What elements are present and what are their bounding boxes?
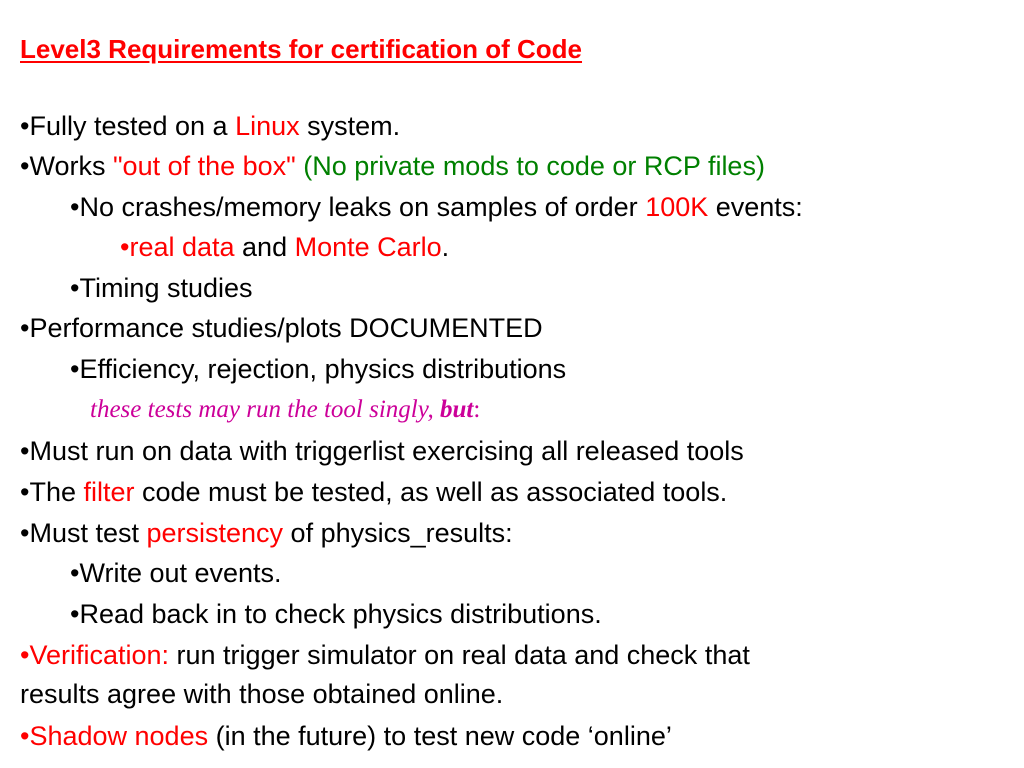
bullet-marker: • xyxy=(20,436,30,466)
bullet-shadow-nodes xyxy=(20,719,672,753)
bullet-text: Write out events. xyxy=(79,558,282,588)
bullet-real-data-monte-carlo xyxy=(120,230,449,264)
highlight-real-data: real data xyxy=(129,232,235,262)
bullet-marker: • xyxy=(20,721,30,751)
bullet-text: of physics_results: xyxy=(283,518,513,548)
bullet-text: Performance studies/plots DOCUMENTED xyxy=(29,313,543,343)
bullet-marker: • xyxy=(20,518,30,548)
bullet-marker: • xyxy=(20,151,30,181)
bullet-performance-studies xyxy=(20,311,543,345)
bullet-triggerlist xyxy=(20,434,744,468)
bullet-marker: • xyxy=(20,111,30,141)
bullet-text: . xyxy=(441,232,450,262)
bullet-marker: • xyxy=(20,313,30,343)
bullet-text: results agree with those obtained online. xyxy=(20,679,504,709)
bullet-read-back xyxy=(70,597,602,631)
highlight-verification: Verification: xyxy=(29,640,170,670)
bullet-timing-studies xyxy=(70,271,253,305)
highlight-persistency: persistency xyxy=(146,518,284,548)
bullet-write-out-events xyxy=(70,556,282,590)
bullet-marker: • xyxy=(20,477,30,507)
bullet-text: and xyxy=(234,232,295,262)
highlight-linux: Linux xyxy=(235,111,300,141)
bullet-text: Works xyxy=(29,151,113,181)
highlight-monte-carlo: Monte Carlo xyxy=(294,232,442,262)
bullet-verification-continued xyxy=(20,677,503,711)
bullet-text: Read back in to check physics distributions. xyxy=(79,599,602,629)
highlight-filter: filter xyxy=(83,477,135,507)
note-colon: : xyxy=(473,396,481,423)
bullet-text: Must test xyxy=(29,518,147,548)
bullet-marker: • xyxy=(70,558,80,588)
bullet-marker: • xyxy=(70,354,80,384)
slide-title: Level3 Requirements for certification of Code xyxy=(20,34,583,64)
note-tests-singly xyxy=(90,393,480,427)
bullet-text: system. xyxy=(299,111,401,141)
bullet-text: (in the future) to test new code ‘online’ xyxy=(208,721,672,751)
bullet-text: No crashes/memory leaks on samples of order xyxy=(79,192,646,222)
note-text: these tests may run the tool singly, xyxy=(90,396,440,423)
bullet-text: Timing studies xyxy=(79,273,253,303)
bullet-efficiency-rejection xyxy=(70,352,566,386)
highlight-out-of-the-box: "out of the box" xyxy=(112,151,296,181)
highlight-100k: 100K xyxy=(645,192,709,222)
bullet-text: Must run on data with triggerlist exercising all released tools xyxy=(29,436,744,466)
bullet-text: events: xyxy=(708,192,803,222)
bullet-text: Fully tested on a xyxy=(29,111,236,141)
bullet-persistency xyxy=(20,516,513,550)
bullet-marker: • xyxy=(70,192,80,222)
bullet-linux-tested xyxy=(20,109,400,143)
bullet-marker: • xyxy=(70,599,80,629)
bullet-text: code must be tested, as well as associated tools. xyxy=(134,477,728,507)
bullet-text: The xyxy=(29,477,84,507)
bullet-text: Efficiency, rejection, physics distributions xyxy=(79,354,567,384)
bullet-no-crashes xyxy=(70,190,803,224)
bullet-marker: • xyxy=(20,640,30,670)
bullet-verification xyxy=(20,638,750,672)
bullet-filter-code xyxy=(20,475,727,509)
bullet-marker: • xyxy=(120,232,130,262)
bullet-works-out-of-box xyxy=(20,149,765,183)
note-no-private-mods: (No private mods to code or RCP files) xyxy=(295,151,765,181)
highlight-shadow-nodes: Shadow nodes xyxy=(29,721,209,751)
bullet-marker: • xyxy=(70,273,80,303)
bullet-text: run trigger simulator on real data and check that xyxy=(169,640,750,670)
note-emphasis-but: but xyxy=(439,396,474,423)
